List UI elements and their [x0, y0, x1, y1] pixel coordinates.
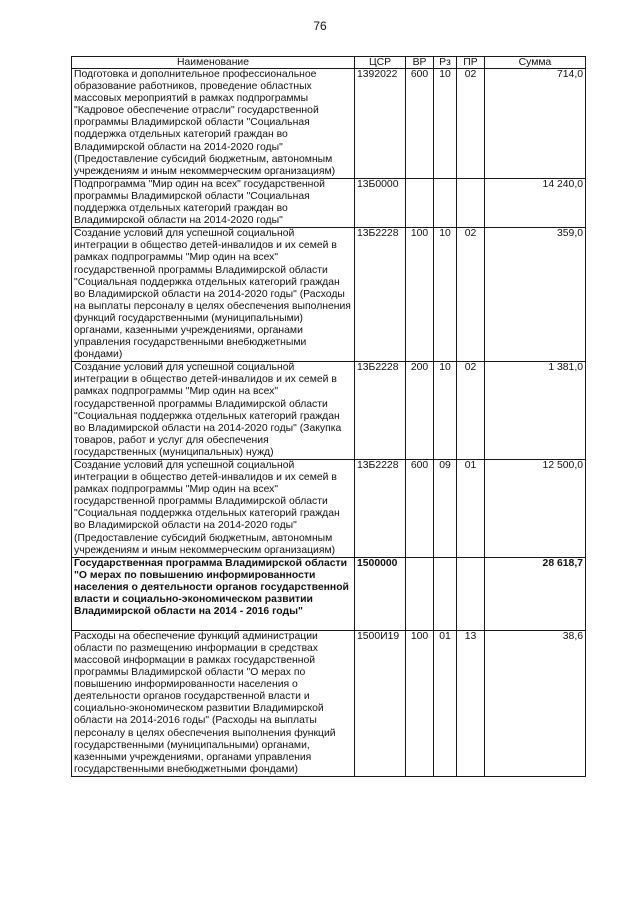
row-vr: 200	[406, 362, 434, 460]
table-row	[72, 362, 586, 460]
header-sum: Сумма	[485, 57, 586, 69]
row-vr: 100	[406, 228, 434, 362]
table-row	[72, 69, 586, 179]
row-pr: 02	[457, 362, 485, 460]
row-csr: 1500000	[355, 557, 406, 630]
table-row-program	[72, 557, 586, 630]
row-rz: 10	[434, 69, 457, 179]
row-name: Создание условий для успешной социальной интеграции в общество детей-инвалидов и их семей в рамках подпрограммы "Мир один на всех" государственной программы Владимирской области "Социальная поддержка отдельных категорий граждан во Владимирской области на 2014-2020 годы" (Закупка товаров, работ и услуг для обеспечения государственных (муниципальных) нужд)	[72, 362, 355, 460]
row-name: Подготовка и дополнительное профессиональное образование работников, проведение областных массовых мероприятий в рамках подпрограммы "Кадровое обеспечение отрасли" государственной программы Владимирской области "Социальная поддержка отдельных категорий граждан во Владимирской области на 2014-2020 годы" (Предоставление субсидий бюджетным, автономным учреждениям и иным некоммерческим организациям)	[72, 69, 355, 179]
row-sum: 28 618,7	[485, 557, 586, 630]
row-pr	[457, 557, 485, 630]
header-rz: Рз	[434, 57, 457, 69]
header-csr: ЦСР	[355, 57, 406, 69]
row-csr: 13Б2228	[355, 460, 406, 558]
row-vr	[406, 557, 434, 630]
row-sum: 12 500,0	[485, 460, 586, 558]
row-csr: 13Б2228	[355, 228, 406, 362]
header-pr: ПР	[457, 57, 485, 69]
row-rz	[434, 557, 457, 630]
row-name: Расходы на обеспечение функций администрации области по размещению информации в средствах массовой информации в рамках государственной программы Владимирской области "О мерах по повышению информированности населения о деятельности органов государственной власти и социально-экономическом развитии Владимирской области на 2014-2016 годы" (Расходы на выплаты персоналу в целях обеспечения выполнения функций государственными (муниципальными) органами, казенными учреждениями, органами управления государственными внебюджетными фондами)	[72, 630, 355, 776]
row-csr: 13Б0000	[355, 178, 406, 227]
row-pr: 01	[457, 460, 485, 558]
row-name: Государственная программа Владимирской области "О мерах по повышению информированности населения о деятельности органов государственной власти и социально-экономическом развитии Владимирской области на 2014 - 2016 годы"	[72, 557, 355, 630]
header-name: Наименование	[72, 57, 355, 69]
row-sum: 714,0	[485, 69, 586, 179]
row-csr: 1500И19	[355, 630, 406, 776]
table-row	[72, 630, 586, 776]
table-header-row	[72, 57, 586, 69]
row-pr: 13	[457, 630, 485, 776]
page-number: 76	[313, 19, 327, 33]
row-rz: 01	[434, 630, 457, 776]
row-csr: 13Б2228	[355, 362, 406, 460]
row-sum: 1 381,0	[485, 362, 586, 460]
row-rz	[434, 178, 457, 227]
table-row	[72, 228, 586, 362]
row-vr: 100	[406, 630, 434, 776]
row-name: Подпрограмма "Мир один на всех" государственной программы Владимирской области "Социальная поддержка отдельных категорий граждан во Владимирской области на 2014-2020 годы"	[72, 178, 355, 227]
row-sum: 38,6	[485, 630, 586, 776]
row-name: Создание условий для успешной социальной интеграции в общество детей-инвалидов и их семей в рамках подпрограммы "Мир один на всех" государственной программы Владимирской области "Социальная поддержка отдельных категорий граждан во Владимирской области на 2014-2020 годы" (Предоставление субсидий бюджетным, автономным учреждениям и иным некоммерческим организациям)	[72, 460, 355, 558]
row-rz: 10	[434, 362, 457, 460]
row-sum: 359,0	[485, 228, 586, 362]
row-rz: 09	[434, 460, 457, 558]
row-sum: 14 240,0	[485, 178, 586, 227]
header-vr: ВР	[406, 57, 434, 69]
row-vr	[406, 178, 434, 227]
table-row	[72, 460, 586, 558]
row-pr: 02	[457, 228, 485, 362]
row-name: Создание условий для успешной социальной интеграции в общество детей-инвалидов и их семей в рамках подпрограммы "Мир один на всех" государственной программы Владимирской области "Социальная поддержка отдельных категорий граждан во Владимирской области на 2014-2020 годы" (Расходы на выплаты персоналу в целях обеспечения выполнения функций государственными (муниципальными) органами, казенными учреждениями, органами управления государственными внебюджетными фондами)	[72, 228, 355, 362]
row-csr: 1392022	[355, 69, 406, 179]
row-pr	[457, 178, 485, 227]
row-rz: 10	[434, 228, 457, 362]
table-row	[72, 178, 586, 227]
row-vr: 600	[406, 69, 434, 179]
budget-table	[71, 56, 586, 777]
row-vr: 600	[406, 460, 434, 558]
row-pr: 02	[457, 69, 485, 179]
